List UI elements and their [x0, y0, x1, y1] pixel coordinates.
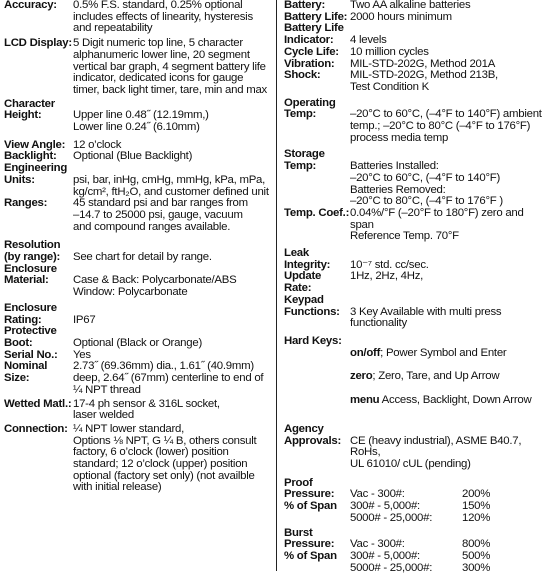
spec-row — [4, 240, 270, 263]
spec-value: Upper line 0.48˝ (12.19mm,) Lower line 0.24˝ (6.10mm) — [73, 109, 209, 134]
spec-row — [4, 99, 270, 134]
hard-key-text: ; Power Symbol and Enter — [380, 346, 507, 359]
spec-value: 12 o’clock — [73, 138, 122, 151]
spec-label: Battery: — [284, 0, 326, 11]
spec-value: Optional (Black or Orange) — [73, 336, 202, 349]
spec-label: Accuracy: — [4, 0, 57, 11]
pressure-table-row — [284, 478, 544, 525]
spec-value: MIL-STD-202G, Method 213B, Test Condition K — [350, 69, 498, 93]
spec-value: 17-4 ph sensor & 316L socket, laser welded — [73, 397, 220, 422]
spec-value: Yes — [73, 348, 91, 361]
spec-row — [4, 38, 270, 97]
spec-label: Wetted Matl.: — [4, 397, 72, 410]
spec-value: 45 standard psi and bar ranges from –14.7 to 25000 psi, gauge, vacuum and compound ranges available. — [73, 197, 248, 233]
hard-key-text: ; Zero, Tare, and Up Arrow — [372, 370, 500, 383]
spec-label: Enclosure Rating: — [4, 301, 57, 326]
spec-label: Agency Approvals: — [284, 422, 341, 447]
spec-value: See chart for detail by range. — [73, 251, 212, 264]
pressure-table-row — [284, 528, 544, 574]
spec-value: 2.73˝ (69.36mm) dia., 1.61˝ (40.9mm) deep, 2.64˝ (67mm) centerline to end of ¼ NPT thread — [73, 360, 264, 396]
spec-value: Two AA alkaline batteries — [350, 0, 471, 11]
pressure-percents: 200% 150% 120% — [462, 488, 491, 524]
spec-value: 1Hz, 2Hz, 4Hz, — [350, 270, 424, 283]
spec-value: psi, bar, inHg, cmHg, mmHg, kPa, mPa, kg/cm², ftH₂O, and customer defined unit — [73, 173, 269, 198]
spec-row — [284, 98, 544, 145]
pressure-tables — [284, 478, 544, 574]
spec-row — [4, 399, 270, 422]
spec-label: Cycle Life: — [284, 45, 339, 58]
spec-value: 3 Key Available with multi press functionality — [350, 305, 502, 330]
spec-row — [284, 208, 544, 243]
spec-label: Backlight: — [4, 150, 57, 163]
column-divider — [276, 0, 277, 571]
hard-key-line — [350, 348, 544, 360]
spec-row — [284, 424, 544, 471]
spec-label: Battery Life: — [284, 10, 348, 23]
spec-value: CE (heavy industrial), ASME B40.7, RoHs, UL 61010/ cUL (pending) — [350, 434, 522, 471]
right-top-specs — [284, 0, 544, 330]
spec-row — [284, 149, 544, 208]
spec-row — [4, 424, 270, 494]
spec-value: 4 levels — [350, 34, 387, 47]
spec-label: Shock: — [284, 69, 321, 82]
hard-key-line — [350, 371, 544, 383]
spec-label: Character Height: — [4, 97, 55, 122]
spec-label: Serial No.: — [4, 348, 58, 361]
spec-label: Engineering Units: — [4, 162, 68, 186]
spec-label: Resolution (by range): — [4, 239, 61, 264]
spec-value: MIL-STD-202G, Method 201A — [350, 57, 496, 70]
left-column — [4, 0, 270, 494]
pressure-label: Burst Pressure: % of Span — [284, 526, 337, 562]
spec-label: View Angle: — [4, 138, 66, 151]
spec-row — [4, 361, 270, 396]
pressure-ranges: Vac - 300#: 300# - 5,000#: 5000# - 25,000#: — [350, 538, 433, 574]
spec-label: Nominal Size: — [4, 360, 48, 385]
spec-label: Hard Keys: — [284, 334, 342, 347]
spec-value: 10 million cycles — [350, 45, 429, 58]
spec-row — [4, 0, 270, 35]
pressure-label: Proof Pressure: % of Span — [284, 476, 337, 513]
spec-label: Temp. Coef.: — [284, 206, 350, 219]
spec-label: Update Rate: — [284, 270, 322, 295]
hard-keys-row — [284, 336, 544, 418]
spec-value: –20°C to 60°C, (–4°F to 140°F) ambient temp.; –20°C to 80°C (–4°F to 176°F) process media temp — [350, 108, 542, 144]
hard-key-name: menu — [350, 393, 380, 406]
right-bottom-specs — [284, 424, 544, 471]
spec-row — [4, 326, 270, 349]
spec-value: ¼ NPT lower standard, Options ⅛ NPT, G ¼ B, others consult factory, 6 o’clock (lower) position standard; 12 o’clock (upper) position optional (factory set only) (not availble with initial release) — [73, 422, 257, 494]
spec-value: IP67 — [73, 313, 96, 326]
spec-row — [284, 0, 544, 12]
spec-row — [4, 198, 270, 233]
spec-value — [350, 336, 544, 418]
spec-value: 10⁻⁷ std. cc/sec. — [350, 258, 429, 271]
spec-label: Connection: — [4, 422, 68, 435]
spec-label: Keypad Functions: — [284, 293, 340, 318]
spec-row — [284, 70, 544, 93]
spec-label: Operating Temp: — [284, 96, 336, 121]
spec-row — [284, 23, 544, 46]
spec-row — [4, 264, 270, 299]
spec-value: 0.04%/°F (–20°F to 180°F) zero and span Reference Temp. 70°F — [350, 206, 524, 243]
spec-label: Protective Boot: — [4, 325, 57, 349]
spec-row — [4, 163, 270, 198]
spec-label: Storage Temp: — [284, 148, 325, 173]
spec-label: Leak Integrity: — [284, 247, 331, 271]
spec-row — [284, 47, 544, 59]
spec-row — [284, 271, 544, 294]
spec-value: Optional (Blue Backlight) — [73, 150, 193, 163]
spec-label: Battery Life Indicator: — [284, 22, 344, 47]
spec-label: LCD Display: — [4, 37, 72, 50]
spec-row — [284, 248, 544, 271]
spec-row — [4, 303, 270, 326]
hard-key-name: zero — [350, 370, 373, 383]
spec-value: 5 Digit numeric top line, 5 character alphanumeric lower line, 20 segment vertical bar graph, 4 segment battery life indicator, dedicated icons for gauge timer, back light timer, tare, min and max — [73, 37, 267, 96]
spec-row — [284, 295, 544, 330]
hard-key-text: Access, Backlight, Down Arrow — [379, 393, 532, 406]
hard-key-line — [350, 395, 544, 407]
right-column — [284, 0, 544, 574]
pressure-ranges: Vac - 300#: 300# - 5,000#: 5000# - 25,000#: — [350, 488, 433, 524]
spec-value: Case & Back: Polycarbonate/ABS Window: Polycarbonate — [73, 274, 237, 299]
spec-value: 2000 hours minimum — [350, 10, 452, 23]
spec-label: Vibration: — [284, 57, 335, 70]
pressure-percents: 800% 500% 300% — [462, 538, 491, 574]
spec-label: Ranges: — [4, 197, 48, 210]
spec-label: Enclosure Material: — [4, 262, 57, 287]
spec-value: Batteries Installed: –20°C to 60°C, (–4°F to 140°F) Batteries Removed: –20°C to 80°C, (–4°F to 176°F ) — [350, 160, 503, 208]
spec-value: 0.5% F.S. standard, 0.25% optional includes effects of linearity, hysteresis and repeatability — [73, 0, 253, 35]
hard-key-name: on/off — [350, 346, 381, 359]
